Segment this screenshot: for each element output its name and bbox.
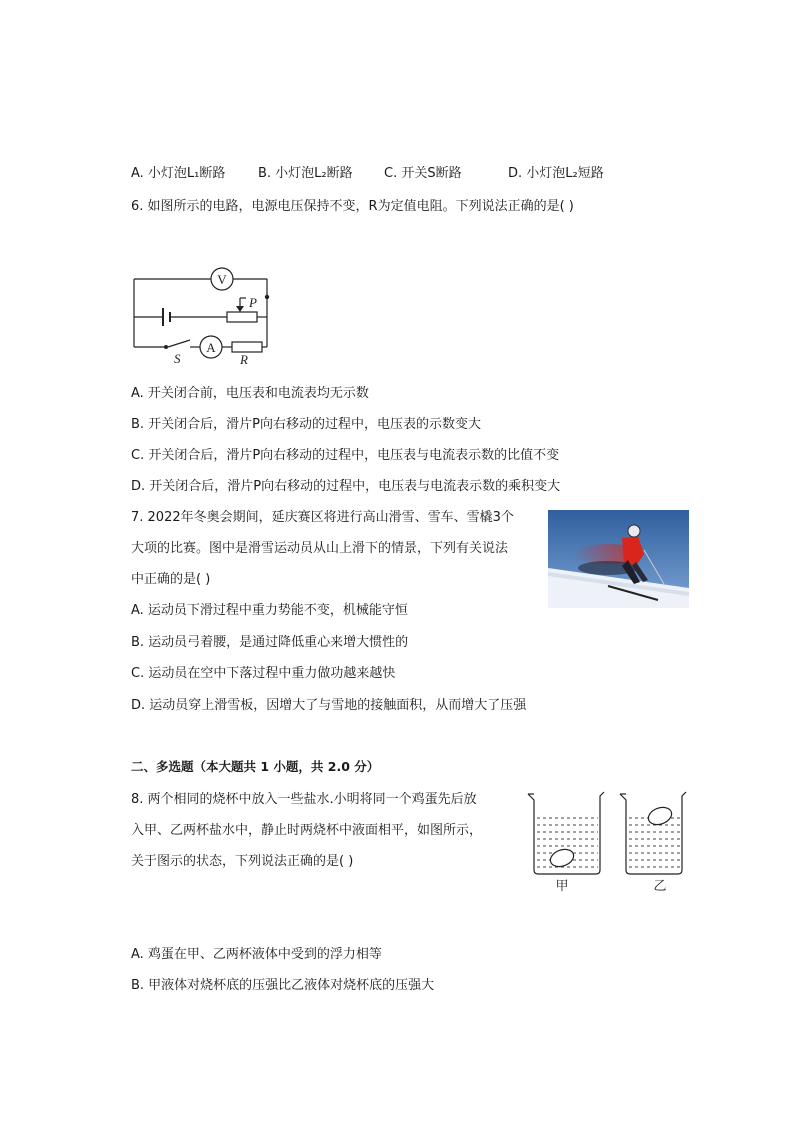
voltmeter-icon bbox=[211, 268, 233, 290]
q8-stem-line-1: 8. 两个相同的烧杯中放入一些盐水.小明将同一个鸡蛋先后放 bbox=[131, 792, 477, 807]
q5-option-d: D. 小灯泡L₂短路 bbox=[508, 166, 604, 181]
resistor-label: R bbox=[240, 352, 248, 367]
q5-option-a: A. 小灯泡L₁断路 bbox=[131, 166, 226, 181]
switch-label: S bbox=[174, 351, 181, 366]
q8-stem-line-3: 关于图示的状态，下列说法正确的是( ) bbox=[131, 854, 354, 869]
beaker-yi-label: 乙 bbox=[653, 879, 667, 894]
ammeter-label: A bbox=[206, 340, 216, 355]
q7-option-d: D. 运动员穿上滑雪板，因增大了与雪地的接触面积，从而增大了压强 bbox=[131, 698, 527, 713]
egg-icon bbox=[548, 846, 576, 869]
slider-label: P bbox=[249, 295, 257, 310]
beaker-jia bbox=[528, 792, 604, 894]
voltmeter-label: V bbox=[217, 272, 227, 287]
section-2-heading: 二、多选题（本大题共 1 小题，共 2.0 分） bbox=[131, 759, 380, 774]
beaker-jia-label: 甲 bbox=[555, 879, 569, 894]
q7-option-a: A. 运动员下滑过程中重力势能不变，机械能守恒 bbox=[131, 603, 408, 618]
q6-stem: 6. 如图所示的电路，电源电压保持不变，R为定值电阻。下列说法正确的是( ) bbox=[131, 199, 574, 214]
q6-option-d: D. 开关闭合后，滑片P向右移动的过程中，电压表与电流表示数的乘积变大 bbox=[131, 479, 561, 494]
q6-option-b: B. 开关闭合后，滑片P向右移动的过程中，电压表的示数变大 bbox=[131, 417, 482, 432]
q7-stem-line-2: 大项的比赛。图中是滑雪运动员从山上滑下的情景，下列有关说法 bbox=[131, 541, 509, 556]
beaker-yi bbox=[620, 792, 686, 894]
egg-icon bbox=[646, 804, 674, 827]
q8-beakers-diagram bbox=[524, 792, 694, 896]
q7-stem-line-1: 7. 2022年冬奥会期间，延庆赛区将进行高山滑雪、雪车、雪橇3个 bbox=[131, 510, 514, 525]
q7-stem-line-3: 中正确的是( ) bbox=[131, 572, 211, 587]
q7-option-c: C. 运动员在空中下落过程中重力做功越来越快 bbox=[131, 666, 396, 681]
q6-circuit-diagram bbox=[128, 262, 278, 372]
q5-option-c: C. 开关S断路 bbox=[384, 166, 462, 181]
q6-option-c: C. 开关闭合后，滑片P向右移动的过程中，电压表与电流表示数的比值不变 bbox=[131, 448, 560, 463]
q8-stem-line-2: 入甲、乙两杯盐水中，静止时两烧杯中液面相平，如图所示， bbox=[131, 823, 483, 838]
q7-option-b: B. 运动员弓着腰，是通过降低重心来增大惯性的 bbox=[131, 635, 409, 650]
q8-option-b: B. 甲液体对烧杯底的压强比乙液体对烧杯底的压强大 bbox=[131, 978, 435, 993]
skier-photo bbox=[548, 510, 689, 608]
q8-option-a: A. 鸡蛋在甲、乙两杯液体中受到的浮力相等 bbox=[131, 947, 382, 962]
q5-option-b: B. 小灯泡L₂断路 bbox=[258, 166, 353, 181]
ammeter-icon bbox=[200, 336, 222, 358]
q6-option-a: A. 开关闭合前，电压表和电流表均无示数 bbox=[131, 386, 369, 401]
